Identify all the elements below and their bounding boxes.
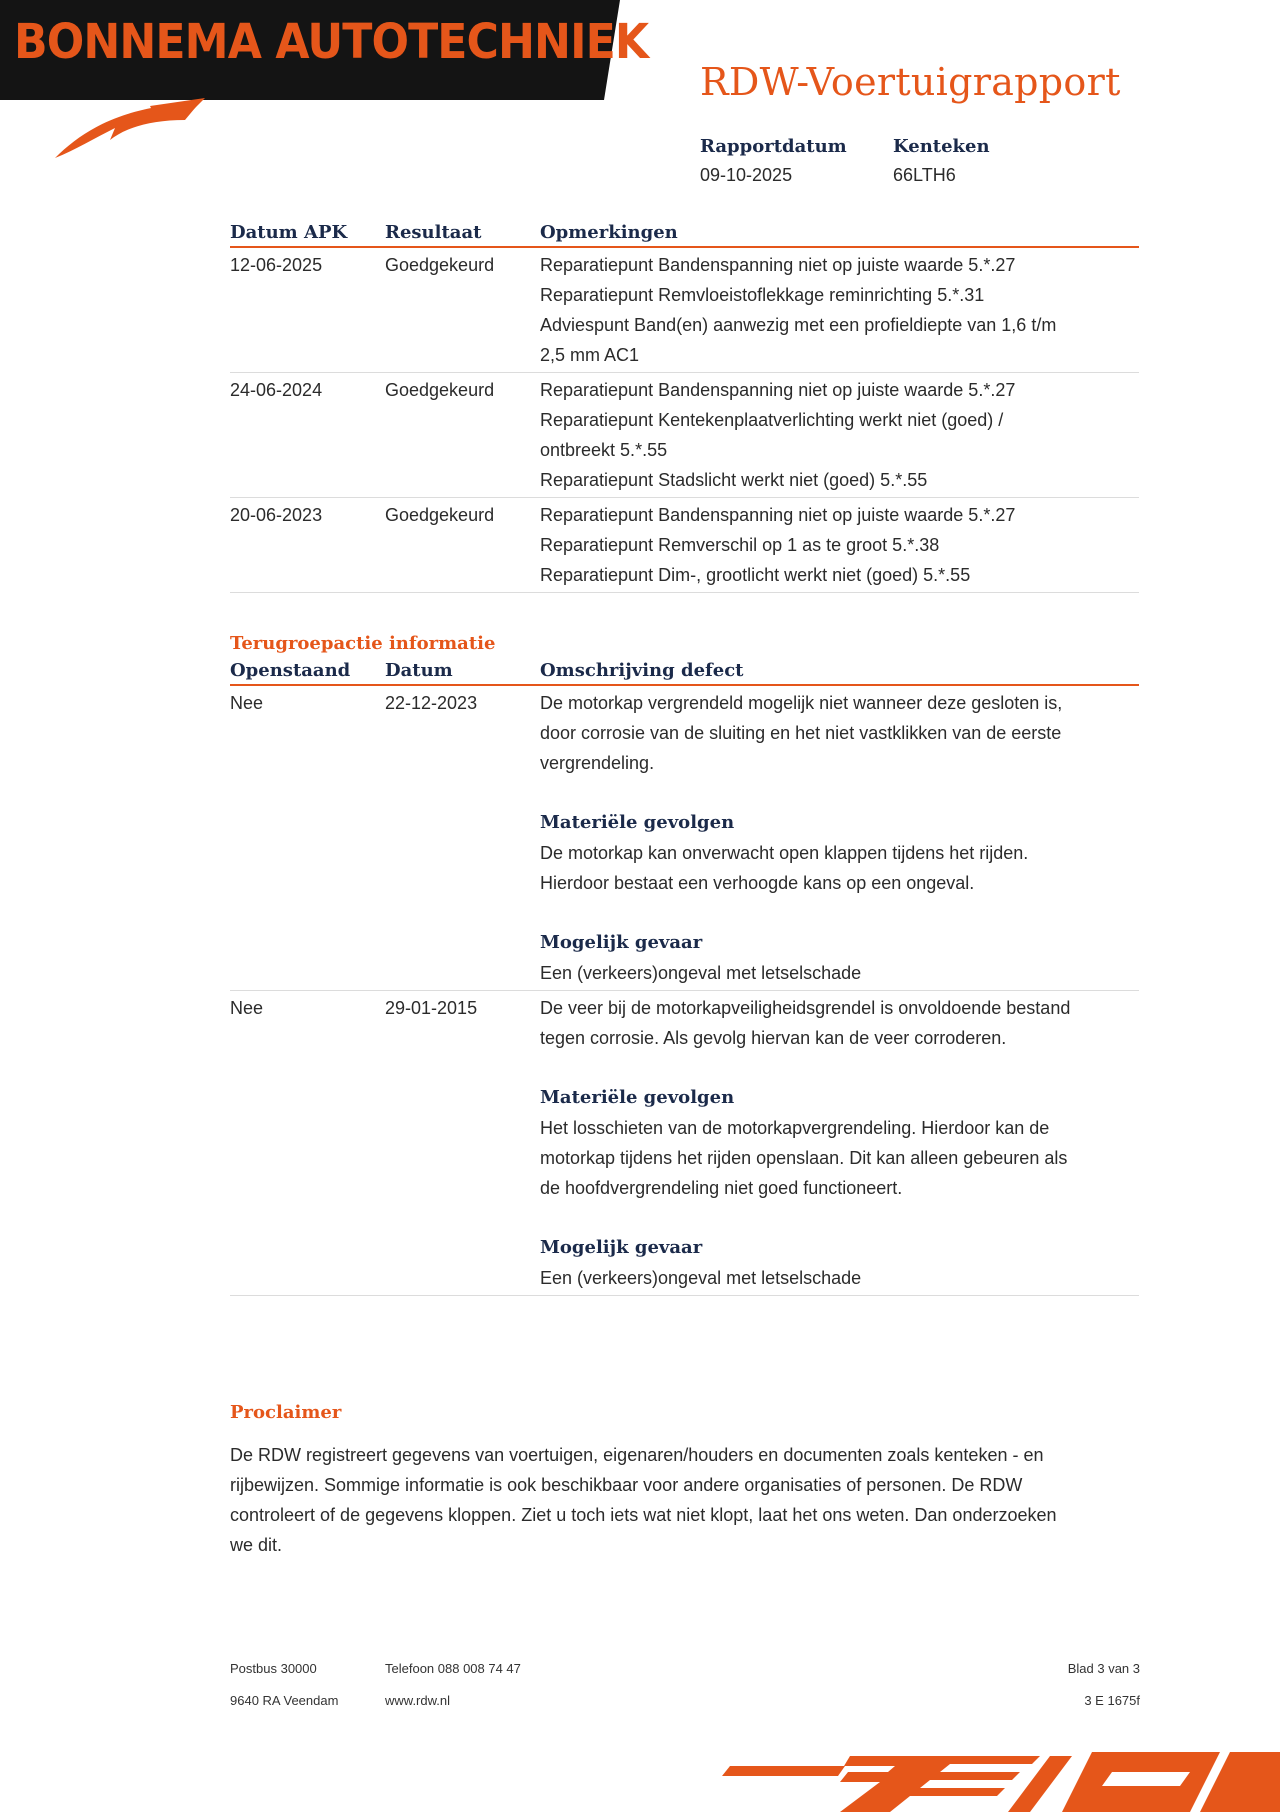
apk-note-line: Reparatiepunt Kentekenplaatverlichting werkt niet (goed) / [540,410,1004,430]
apk-date: 12-06-2025 [230,255,323,275]
table-row [230,991,1139,1296]
recall-header-description: Omschrijving defect [540,660,744,681]
recall-description-line: De veer bij de motorkapveiligheidsgrendel is onvoldoende bestand [540,998,1071,1018]
apk-result: Goedgekeurd [385,255,495,275]
brand-swoosh-logo [55,98,205,162]
proclaimer-text [230,1440,1130,1560]
report-title: RDW-Voertuigrapport [700,60,1121,104]
consequences-heading: Materiële gevolgen [540,812,735,833]
footer-phone: Telefoon 088 008 74 47 [385,1661,521,1676]
proclaimer-line: De RDW registreert gegevens van voertuigen, eigenaren/houders en documenten zoals kenteken - en [230,1445,1044,1465]
apk-date: 20-06-2023 [230,505,323,525]
apk-notes [540,250,1139,370]
recall-description-line: door corrosie van de sluiting en het niet vastklikken van de eerste [540,723,1062,743]
apk-header-result: Resultaat [385,222,482,243]
decorative-stripes [720,1742,1280,1812]
recall-description-line: tegen corrosie. Als gevolg hiervan kan de veer corroderen. [540,1028,1007,1048]
footer-city: 9640 RA Veendam [230,1693,339,1708]
footer-website: www.rdw.nl [385,1693,451,1708]
license-plate-value: 66LTH6 [893,165,956,185]
footer-document-code: 3 E 1675f [1084,1693,1140,1708]
table-row [230,686,1139,991]
apk-table [230,222,1139,593]
consequences-heading: Materiële gevolgen [540,1087,735,1108]
apk-result: Goedgekeurd [385,380,495,400]
recall-header-open: Openstaand [230,660,351,681]
apk-notes [540,500,1139,590]
footer-page-number: Blad 3 van 3 [1067,1661,1140,1676]
table-row [230,248,1139,373]
apk-note-line: Reparatiepunt Bandenspanning niet op juiste waarde 5.*.27 [540,505,1016,525]
consequences-line: Het losschieten van de motorkapvergrendeling. Hierdoor kan de [540,1118,1050,1138]
consequences-line: Hierdoor bestaat een verhoogde kans op een ongeval. [540,873,975,893]
danger-text: Een (verkeers)ongeval met letselschade [540,1268,862,1288]
recall-table-header [230,660,1139,686]
table-row [230,498,1139,593]
consequences-line: de hoofdvergrendeling niet goed functioneert. [540,1178,903,1198]
consequences-line: De motorkap kan onverwacht open klappen tijdens het rijden. [540,843,1029,863]
license-plate-block [893,136,990,186]
apk-table-header [230,222,1139,248]
recall-description-line: De motorkap vergrendeld mogelijk niet wanneer deze gesloten is, [540,693,1063,713]
apk-note-line: 2,5 mm AC1 [540,345,640,365]
report-date-label: Rapportdatum [700,136,847,157]
apk-note-line: Reparatiepunt Bandenspanning niet op juiste waarde 5.*.27 [540,380,1016,400]
apk-note-line: Reparatiepunt Bandenspanning niet op juiste waarde 5.*.27 [540,255,1016,275]
recall-header-date: Datum [385,660,453,681]
apk-note-line: Reparatiepunt Stadslicht werkt niet (goed) 5.*.55 [540,470,928,490]
proclaimer-line: rijbewijzen. Sommige informatie is ook beschikbaar voor andere organisaties of personen. De RDW [230,1475,1023,1495]
recall-date: 22-12-2023 [385,693,478,713]
apk-note-line: ontbreekt 5.*.55 [540,440,668,460]
danger-text: Een (verkeers)ongeval met letselschade [540,963,862,983]
proclaimer-line: we dit. [230,1535,283,1555]
apk-header-date: Datum APK [230,222,348,243]
apk-date: 24-06-2024 [230,380,323,400]
recall-open: Nee [230,998,264,1018]
danger-heading: Mogelijk gevaar [540,932,703,953]
brand-name: BONNEMA AUTOTECHNIEK [14,14,649,70]
recall-date: 29-01-2015 [385,998,478,1018]
apk-note-line: Reparatiepunt Dim-, grootlicht werkt niet (goed) 5.*.55 [540,565,971,585]
apk-header-notes: Opmerkingen [540,222,678,243]
proclaimer-title: Proclaimer [230,1402,342,1423]
apk-note-line: Reparatiepunt Remvloeistoflekkage reminrichting 5.*.31 [540,285,985,305]
recall-description [540,688,1139,988]
footer-postbus: Postbus 30000 [230,1661,317,1676]
apk-note-line: Adviespunt Band(en) aanwezig met een profieldiepte van 1,6 t/m [540,315,1057,335]
consequences-line: motorkap tijdens het rijden openslaan. Dit kan alleen gebeuren als [540,1148,1068,1168]
recall-description-line: vergrendeling. [540,753,655,773]
apk-result: Goedgekeurd [385,505,495,525]
recall-section-title: Terugroepactie informatie [230,633,496,654]
danger-heading: Mogelijk gevaar [540,1237,703,1258]
table-row [230,373,1139,498]
recall-table [230,660,1139,1296]
apk-note-line: Reparatiepunt Remverschil op 1 as te groot 5.*.38 [540,535,940,555]
recall-open: Nee [230,693,264,713]
apk-notes [540,375,1139,495]
recall-description [540,993,1139,1293]
proclaimer-line: controleert of de gegevens kloppen. Ziet u toch iets wat niet klopt, laat het ons weten. Dan onderzoeken [230,1505,1057,1525]
report-date-block [700,136,847,186]
license-plate-label: Kenteken [893,136,990,157]
report-date-value: 09-10-2025 [700,165,793,185]
